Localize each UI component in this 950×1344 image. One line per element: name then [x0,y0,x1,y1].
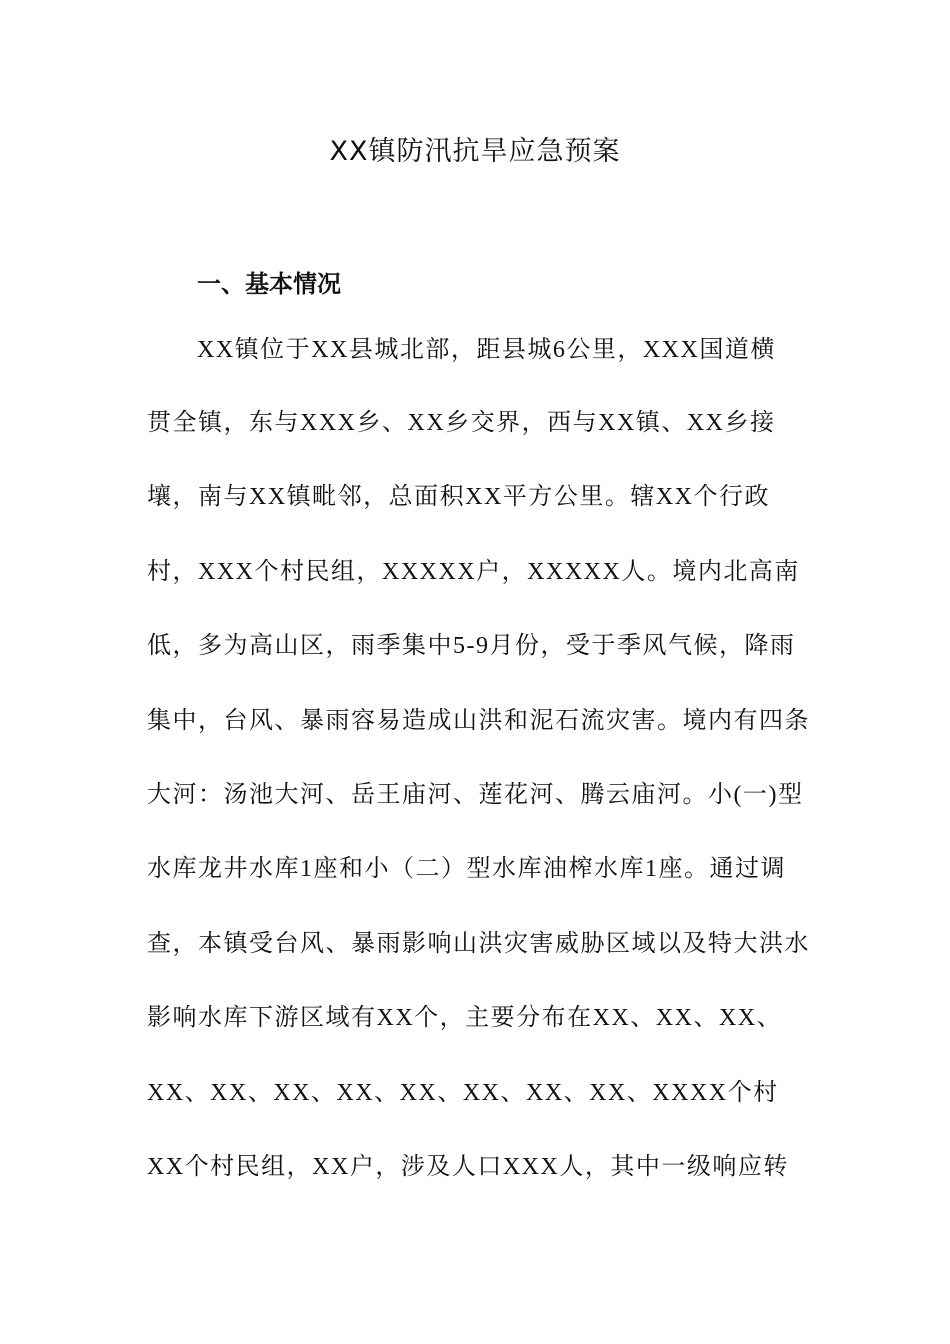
paragraph-line: 集中，台风、暴雨容易造成山洪和泥石流灾害。境内有四条 [147,708,810,734]
section-heading: 一、基本情况 [197,270,341,298]
paragraph-line: XX、XX、XX、XX、XX、XX、XX、XX、XXXX个村 [147,1080,779,1106]
paragraph-line: 查，本镇受台风、暴雨影响山洪灾害威胁区域以及特大洪水 [147,931,810,957]
paragraph-line: 低，多为高山区，雨季集中5-9月份，受于季风气候，降雨 [147,633,796,659]
document-title: XX镇防汛抗旱应急预案 [329,136,621,167]
paragraph-line: 水库龙井水库1座和小（二）型水库油榨水库1座。通过调 [147,856,786,882]
paragraph-line: 壤，南与XX镇毗邻，总面积XX平方公里。辖XX个行政 [147,484,770,510]
paragraph-line: 村，XXX个村民组，XXXXX户，XXXXX人。境内北高南 [147,559,800,585]
paragraph-line: 大河：汤池大河、岳王庙河、莲花河、腾云庙河。小(一)型 [147,782,804,808]
paragraph-line: XX个村民组，XX户，涉及人口XXX人，其中一级响应转 [147,1154,789,1180]
paragraph-line: XX镇位于XX县城北部，距县城6公里，XXX国道横 [197,337,776,363]
paragraph-line: 影响水库下游区域有XX个，主要分布在XX、XX、XX、 [147,1005,783,1031]
paragraph-line: 贯全镇，东与XXX乡、XX乡交界，西与XX镇、XX乡接 [147,410,776,436]
